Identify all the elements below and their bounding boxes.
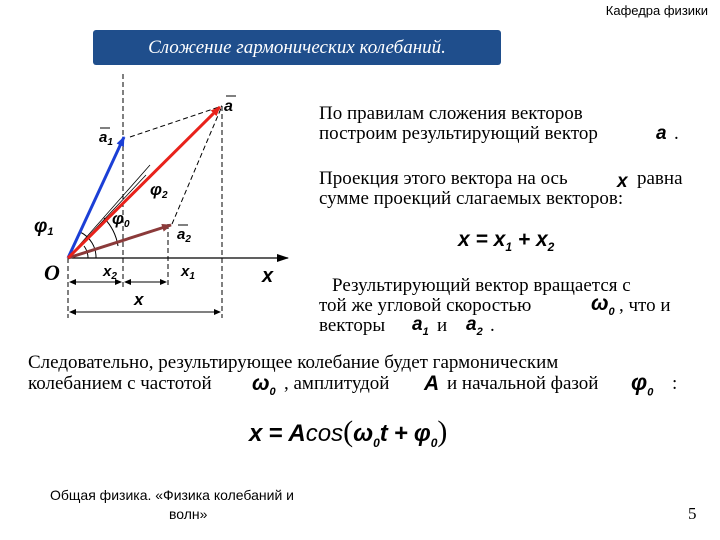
vector-a-resultant: [68, 107, 220, 258]
inline-phi0: $\varphi_0$: [631, 369, 654, 399]
paragraph-2-line-1b: равна: [637, 168, 683, 189]
paragraph-3-line-2b: , что и: [619, 295, 671, 316]
label-vector-a1: $a_1$: [99, 129, 113, 148]
paragraph-3-line-3b: и: [437, 315, 448, 336]
inline-omega0-frequency: $\omega_0$: [252, 372, 276, 399]
inline-omega0: $\omega_0$: [591, 292, 615, 319]
paragraph-1-line-2: построим результирующий вектор: [319, 123, 598, 144]
slide-title: Сложение гармонических колебаний.: [93, 30, 501, 65]
paragraph-4-line-2b: , амплитудой: [284, 373, 390, 394]
department-label: Кафедра физики: [605, 3, 708, 18]
formula-sum-projections: $x = x_1 + x_2$: [458, 228, 555, 255]
inline-vector-a2: $a_2$: [466, 314, 483, 338]
paragraph-4-line-1: Следовательно, результирующее колебание будет гармоническим: [28, 352, 559, 373]
paragraph-3-line-3a: векторы: [319, 315, 386, 336]
label-x2: $x_2$: [103, 263, 117, 282]
label-phi2: φ2: [150, 180, 168, 201]
inline-amplitude-A: A: [424, 372, 440, 395]
parallelogram-top-side: [130, 106, 222, 137]
label-phi1: φ1: [34, 216, 54, 238]
label-origin: O: [44, 260, 60, 285]
formula-resulting-oscillation: $x = Acos(\omega_0t + \varphi_0)$: [249, 415, 448, 450]
inline-vector-a1: $a_1$: [412, 314, 429, 338]
paragraph-3-line-2a: той же угловой скоростью: [319, 295, 532, 316]
label-x1: $x_1$: [181, 263, 195, 282]
paragraph-4-line-2d: :: [672, 373, 678, 394]
inline-x-axis: x: [617, 171, 628, 192]
label-vector-a: a: [224, 98, 233, 115]
period-mark: .: [674, 123, 679, 144]
period-mark-2: .: [490, 315, 495, 336]
paragraph-3-line-1: Результирующий вектор вращается с: [332, 275, 631, 296]
label-x: x: [134, 290, 144, 309]
vector-a1: [68, 137, 124, 258]
inline-vector-a: a: [656, 123, 667, 144]
vector-diagram: [0, 0, 330, 340]
label-x-axis: x: [262, 265, 274, 287]
footer-course-line-2: волн»: [169, 506, 208, 522]
page-number: 5: [688, 504, 697, 523]
paragraph-4-line-2a: колебанием с частотой: [28, 373, 212, 394]
footer-course-line-1: Общая физика. «Физика колебаний и: [50, 487, 294, 503]
paragraph-1-line-1: По правилам сложения векторов: [319, 103, 583, 124]
paragraph-4-line-2c: и начальной фазой: [447, 373, 599, 394]
paragraph-2-line-2: сумме проекций слагаемых векторов:: [319, 188, 624, 209]
label-vector-a2: $a_2$: [177, 226, 191, 245]
parallelogram-right-side: [172, 106, 222, 224]
paragraph-2-line-1a: Проекция этого вектора на ось: [319, 168, 568, 189]
label-phi0: φ0: [112, 209, 130, 230]
